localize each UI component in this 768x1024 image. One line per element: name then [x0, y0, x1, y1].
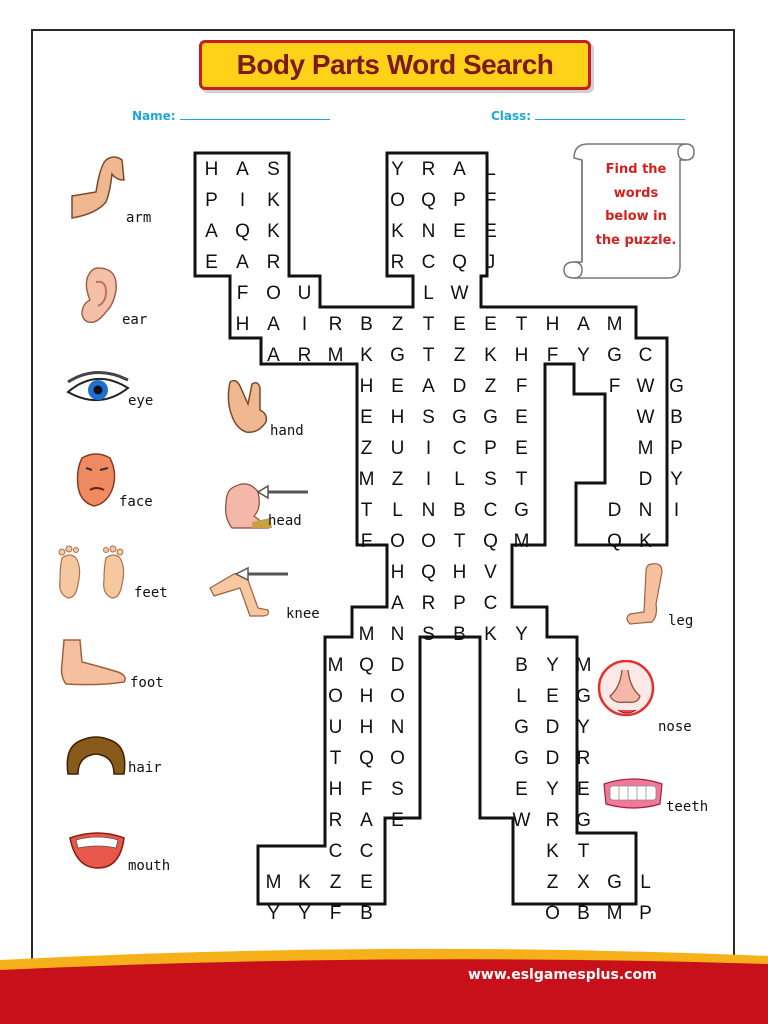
puzzle-letter[interactable]: B: [453, 624, 466, 645]
puzzle-letter[interactable]: N: [638, 500, 653, 521]
puzzle-letter[interactable]: E: [360, 407, 373, 428]
puzzle-letter[interactable]: T: [515, 314, 528, 335]
puzzle-letter[interactable]: F: [360, 531, 373, 552]
puzzle-letter[interactable]: C: [359, 841, 374, 862]
puzzle-letter[interactable]: G: [576, 686, 591, 707]
puzzle-letter[interactable]: M: [358, 469, 375, 490]
puzzle-letter[interactable]: Y: [670, 469, 683, 490]
puzzle-letter[interactable]: U: [297, 283, 312, 304]
label-hair: hair: [128, 760, 162, 776]
puzzle-letter[interactable]: G: [514, 748, 529, 769]
instructions-line-4: the puzzle.: [595, 232, 677, 248]
puzzle-letter[interactable]: Y: [546, 779, 559, 800]
eye-icon: [66, 370, 130, 410]
puzzle-letter[interactable]: A: [236, 159, 249, 180]
puzzle-letter[interactable]: E: [546, 686, 559, 707]
puzzle-letter[interactable]: Z: [453, 345, 466, 366]
puzzle-letter[interactable]: T: [515, 469, 528, 490]
puzzle-letter[interactable]: P: [484, 438, 497, 459]
puzzle-letter[interactable]: W: [636, 407, 655, 428]
class-label: Class:: [491, 109, 532, 123]
puzzle-letter[interactable]: O: [390, 531, 405, 552]
puzzle-letter[interactable]: K: [484, 345, 497, 366]
name-label: Name:: [132, 109, 176, 123]
puzzle-letter[interactable]: T: [329, 748, 342, 769]
puzzle-letter[interactable]: G: [390, 345, 405, 366]
puzzle-letter[interactable]: Z: [391, 469, 404, 490]
puzzle-letter[interactable]: F: [329, 903, 342, 924]
nose-icon: [596, 660, 660, 722]
puzzle-letter[interactable]: H: [359, 686, 374, 707]
puzzle-letter[interactable]: Q: [359, 748, 374, 769]
puzzle-letter[interactable]: C: [638, 345, 653, 366]
ear-icon: [76, 264, 120, 328]
puzzle-letter[interactable]: H: [514, 345, 529, 366]
puzzle-letter[interactable]: H: [204, 159, 219, 180]
puzzle-letter[interactable]: A: [422, 376, 435, 397]
puzzle-letter[interactable]: B: [360, 314, 373, 335]
puzzle-letter[interactable]: B: [453, 500, 466, 521]
puzzle-letter[interactable]: G: [576, 810, 591, 831]
instructions-line-1: Find the: [605, 162, 667, 177]
puzzle-letter[interactable]: T: [577, 841, 590, 862]
puzzle-letter[interactable]: P: [453, 190, 466, 211]
hair-icon: [64, 732, 128, 778]
label-feet: feet: [134, 585, 168, 601]
puzzle-letter[interactable]: T: [422, 314, 435, 335]
flexed-arm-icon: [66, 152, 126, 224]
teeth-icon: [600, 774, 666, 814]
puzzle-letter[interactable]: Y: [267, 903, 280, 924]
puzzle-letter[interactable]: Z: [391, 314, 404, 335]
puzzle-letter[interactable]: S: [267, 159, 280, 180]
puzzle-letter[interactable]: Z: [329, 872, 342, 893]
puzzle-letter[interactable]: I: [239, 190, 246, 211]
puzzle-letter[interactable]: C: [452, 438, 467, 459]
puzzle-letter[interactable]: M: [265, 872, 282, 893]
label-knee: knee: [286, 606, 320, 622]
puzzle-letter[interactable]: L: [485, 159, 496, 180]
puzzle-letter[interactable]: Y: [391, 159, 404, 180]
puzzle-letter[interactable]: D: [390, 655, 405, 676]
puzzle-letter[interactable]: T: [360, 500, 373, 521]
website-url[interactable]: www.eslgamesplus.com: [468, 967, 657, 983]
puzzle-letter[interactable]: K: [267, 190, 280, 211]
puzzle-letter[interactable]: E: [453, 314, 466, 335]
puzzle-letter[interactable]: C: [328, 841, 343, 862]
puzzle-letter[interactable]: W: [636, 376, 655, 397]
puzzle-letter[interactable]: L: [516, 686, 527, 707]
puzzle-letter[interactable]: Y: [298, 903, 311, 924]
label-hand: hand: [270, 423, 304, 439]
puzzle-letter[interactable]: R: [421, 159, 436, 180]
puzzle-letter[interactable]: Q: [421, 190, 436, 211]
puzzle-letter[interactable]: U: [390, 438, 405, 459]
puzzle-letter[interactable]: S: [391, 779, 404, 800]
puzzle-letter[interactable]: O: [328, 686, 343, 707]
puzzle-letter[interactable]: D: [638, 469, 653, 490]
puzzle-letter[interactable]: K: [298, 872, 311, 893]
puzzle-letter[interactable]: F: [546, 345, 559, 366]
label-foot: foot: [130, 675, 164, 691]
puzzle-letter[interactable]: V: [484, 562, 497, 583]
puzzle-letter[interactable]: O: [390, 748, 405, 769]
puzzle-letter[interactable]: I: [425, 469, 432, 490]
puzzle-letter[interactable]: K: [267, 221, 280, 242]
puzzle-letter[interactable]: W: [450, 283, 469, 304]
puzzle-letter[interactable]: H: [359, 376, 374, 397]
puzzle-letter[interactable]: S: [422, 407, 435, 428]
puzzle-letter[interactable]: N: [421, 500, 436, 521]
puzzle-letter[interactable]: T: [422, 345, 435, 366]
puzzle-letter[interactable]: M: [327, 345, 344, 366]
puzzle-letter[interactable]: B: [670, 407, 683, 428]
puzzle-letter[interactable]: K: [391, 221, 404, 242]
hand-icon: [222, 376, 272, 436]
puzzle-letter[interactable]: E: [453, 221, 466, 242]
label-face: face: [119, 494, 153, 510]
puzzle-letter[interactable]: G: [514, 500, 529, 521]
puzzle-letter[interactable]: Z: [484, 376, 497, 397]
puzzle-letter[interactable]: Z: [360, 438, 373, 459]
puzzle-letter[interactable]: E: [515, 779, 528, 800]
puzzle-letter[interactable]: E: [391, 376, 404, 397]
puzzle-letter[interactable]: A: [205, 221, 218, 242]
puzzle-letter[interactable]: H: [452, 562, 467, 583]
puzzle-letter[interactable]: G: [483, 407, 498, 428]
puzzle-letter[interactable]: M: [637, 438, 654, 459]
puzzle-letter[interactable]: X: [577, 872, 590, 893]
puzzle-letter[interactable]: P: [639, 903, 652, 924]
puzzle-letter[interactable]: R: [545, 810, 560, 831]
puzzle-letter[interactable]: F: [360, 779, 373, 800]
puzzle-letter[interactable]: R: [576, 748, 591, 769]
puzzle-letter[interactable]: I: [673, 500, 680, 521]
label-head: head: [268, 513, 302, 529]
puzzle-letter[interactable]: G: [607, 345, 622, 366]
puzzle-letter[interactable]: H: [390, 407, 405, 428]
puzzle-letter[interactable]: C: [483, 593, 498, 614]
knee-icon: [206, 566, 290, 618]
puzzle-letter[interactable]: Q: [421, 562, 436, 583]
puzzle-letter[interactable]: E: [577, 779, 590, 800]
puzzle-letter[interactable]: J: [485, 252, 496, 273]
face-icon: [72, 450, 118, 508]
puzzle-letter[interactable]: K: [639, 531, 652, 552]
puzzle-letter[interactable]: O: [390, 686, 405, 707]
puzzle-letter[interactable]: B: [515, 655, 528, 676]
puzzle-letter[interactable]: D: [607, 500, 622, 521]
puzzle-letter[interactable]: G: [514, 717, 529, 738]
puzzle-letter[interactable]: R: [266, 252, 281, 273]
puzzle-letter[interactable]: E: [484, 314, 497, 335]
puzzle-letter[interactable]: Q: [359, 655, 374, 676]
puzzle-letter[interactable]: M: [606, 903, 623, 924]
puzzle-letter[interactable]: D: [545, 717, 560, 738]
puzzle-letter[interactable]: B: [360, 903, 373, 924]
puzzle-letter[interactable]: E: [205, 252, 218, 273]
puzzle-letter[interactable]: H: [390, 562, 405, 583]
puzzle-letter[interactable]: D: [545, 748, 560, 769]
puzzle-letter[interactable]: Y: [577, 717, 590, 738]
puzzle-letter[interactable]: I: [425, 438, 432, 459]
puzzle-letter[interactable]: M: [327, 655, 344, 676]
leg-icon: [622, 560, 672, 630]
puzzle-letter[interactable]: G: [669, 376, 684, 397]
puzzle-letter[interactable]: P: [205, 190, 218, 211]
puzzle-letter[interactable]: A: [236, 252, 249, 273]
puzzle-letter[interactable]: L: [423, 283, 434, 304]
puzzle-letter[interactable]: H: [545, 314, 560, 335]
instructions-line-3: below in: [605, 209, 667, 224]
foot-icon: [58, 636, 130, 688]
puzzle-letter[interactable]: P: [453, 593, 466, 614]
puzzle-letter[interactable]: D: [452, 376, 467, 397]
puzzle-letter[interactable]: R: [390, 252, 405, 273]
label-leg: leg: [668, 613, 694, 629]
label-nose: nose: [658, 719, 692, 735]
puzzle-letter[interactable]: F: [608, 376, 621, 397]
puzzle-letter[interactable]: K: [546, 841, 559, 862]
puzzle-letter[interactable]: R: [328, 314, 343, 335]
puzzle-letter[interactable]: H: [359, 717, 374, 738]
instructions-line-2: words: [613, 185, 659, 201]
puzzle-letter[interactable]: G: [607, 872, 622, 893]
puzzle-letter[interactable]: F: [236, 283, 249, 304]
puzzle-letter[interactable]: Q: [483, 531, 498, 552]
puzzle-letter[interactable]: G: [452, 407, 467, 428]
puzzle-letter[interactable]: O: [421, 531, 436, 552]
puzzle-letter[interactable]: A: [267, 345, 280, 366]
puzzle-letter[interactable]: C: [421, 252, 436, 273]
puzzle-letter[interactable]: L: [392, 500, 403, 521]
puzzle-letter[interactable]: M: [606, 314, 623, 335]
puzzle-letter[interactable]: O: [545, 903, 560, 924]
puzzle-letter[interactable]: N: [390, 624, 405, 645]
puzzle-letter[interactable]: N: [390, 717, 405, 738]
puzzle-letter[interactable]: O: [266, 283, 281, 304]
puzzle-letter[interactable]: Z: [546, 872, 559, 893]
page-title: Body Parts Word Search: [236, 49, 554, 80]
puzzle-letter[interactable]: L: [640, 872, 651, 893]
label-arm: arm: [126, 210, 152, 226]
mouth-icon: [66, 822, 128, 872]
puzzle-letter[interactable]: B: [577, 903, 590, 924]
puzzle-letter[interactable]: F: [484, 190, 497, 211]
puzzle-letter[interactable]: M: [513, 531, 530, 552]
puzzle-letter[interactable]: F: [515, 376, 528, 397]
puzzle-letter[interactable]: R: [421, 593, 436, 614]
puzzle-letter[interactable]: K: [484, 624, 497, 645]
puzzle-letter[interactable]: A: [360, 810, 373, 831]
puzzle-letter[interactable]: Q: [452, 252, 467, 273]
puzzle-letter[interactable]: R: [297, 345, 312, 366]
puzzle-letter[interactable]: I: [301, 314, 308, 335]
puzzle-letter[interactable]: W: [512, 810, 531, 831]
puzzle-letter[interactable]: P: [670, 438, 683, 459]
label-mouth: mouth: [128, 858, 171, 874]
puzzle-letter[interactable]: O: [390, 190, 405, 211]
puzzle-letter[interactable]: R: [328, 810, 343, 831]
puzzle-letter[interactable]: E: [515, 438, 528, 459]
puzzle-letter[interactable]: S: [484, 469, 497, 490]
puzzle-letter[interactable]: A: [577, 314, 590, 335]
label-ear: ear: [122, 312, 148, 328]
puzzle-letter[interactable]: Q: [235, 221, 250, 242]
puzzle-letter[interactable]: U: [328, 717, 343, 738]
puzzle-letter[interactable]: E: [391, 810, 404, 831]
puzzle-letter[interactable]: H: [235, 314, 250, 335]
puzzle-letter[interactable]: E: [360, 872, 373, 893]
puzzle-letter[interactable]: E: [484, 221, 497, 242]
instructions-text: [582, 158, 690, 252]
puzzle-letter[interactable]: T: [453, 531, 466, 552]
puzzle-letter[interactable]: L: [454, 469, 465, 490]
puzzle-letter[interactable]: H: [328, 779, 343, 800]
puzzle-letter[interactable]: N: [421, 221, 436, 242]
feet-icon: [54, 544, 130, 602]
label-eye: eye: [128, 393, 154, 409]
puzzle-letter[interactable]: Y: [577, 345, 590, 366]
puzzle-letter[interactable]: E: [515, 407, 528, 428]
puzzle-letter[interactable]: K: [360, 345, 373, 366]
puzzle-letter[interactable]: M: [575, 655, 592, 676]
puzzle-letter[interactable]: Q: [607, 531, 622, 552]
puzzle-letter[interactable]: C: [483, 500, 498, 521]
puzzle-letter[interactable]: Y: [515, 624, 528, 645]
label-teeth: teeth: [666, 799, 709, 815]
puzzle-letter[interactable]: Y: [546, 655, 559, 676]
puzzle-letter[interactable]: M: [358, 624, 375, 645]
puzzle-letter[interactable]: A: [453, 159, 466, 180]
puzzle-letter[interactable]: A: [391, 593, 404, 614]
puzzle-letter[interactable]: S: [422, 624, 435, 645]
puzzle-letter[interactable]: A: [267, 314, 280, 335]
